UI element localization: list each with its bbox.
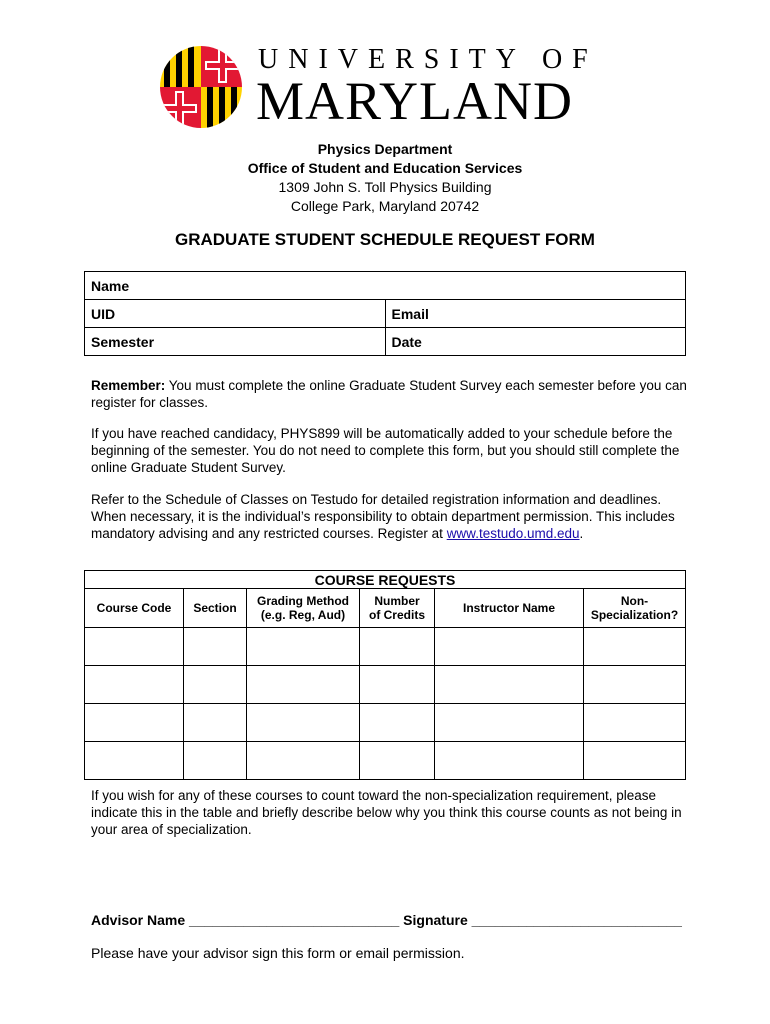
- cell-grading[interactable]: [247, 628, 360, 666]
- course-requests-table: [84, 570, 686, 780]
- department-header: [0, 140, 770, 216]
- cell-nonspec[interactable]: [584, 742, 686, 780]
- cell-course-code[interactable]: [85, 666, 184, 704]
- course-requests-caption: COURSE REQUESTS: [85, 571, 686, 589]
- logo-line-1: UNIVERSITY OF: [258, 44, 598, 75]
- grading-line-1: Grading Method: [257, 594, 349, 608]
- logo-line-2: MARYLAND: [256, 71, 574, 131]
- header-course-code: Course Code: [85, 589, 184, 628]
- remember-label: Remember:: [91, 378, 166, 393]
- cell-credits[interactable]: [360, 704, 435, 742]
- cell-credits[interactable]: [360, 628, 435, 666]
- table-row: [85, 628, 686, 666]
- cell-section[interactable]: [184, 666, 247, 704]
- grading-line-2: (e.g. Reg, Aud): [260, 608, 346, 622]
- advisor-name-label: Advisor Name: [91, 912, 186, 928]
- cell-instructor[interactable]: [435, 628, 584, 666]
- signature-line: [91, 912, 682, 928]
- student-info-table: [84, 271, 686, 356]
- uid-field[interactable]: UID: [85, 300, 386, 328]
- candidacy-paragraph: If you have reached candidacy, PHYS899 will be automatically added to your schedule before the beginning of the semester. You do not need to complete this form, but you should still complete the online Graduate Student Survey.: [91, 426, 680, 475]
- remember-text: You must complete the online Graduate Student Survey each semester before you can register for classes.: [91, 378, 687, 410]
- advisor-name-blank[interactable]: ___________________________: [189, 912, 400, 928]
- email-field[interactable]: Email: [385, 300, 686, 328]
- header-section: Section: [184, 589, 247, 628]
- cell-grading[interactable]: [247, 742, 360, 780]
- address-line-2: College Park, Maryland 20742: [290, 198, 480, 214]
- nonspec-line-1: Non-: [620, 594, 649, 608]
- signature-label: Signature: [403, 912, 468, 928]
- office-name: Office of Student and Education Services: [247, 160, 523, 176]
- department-name: Physics Department: [317, 141, 453, 157]
- university-logo: [158, 44, 618, 130]
- cell-course-code[interactable]: [85, 628, 184, 666]
- cell-credits[interactable]: [360, 742, 435, 780]
- name-field[interactable]: Name: [85, 272, 686, 300]
- cell-section[interactable]: [184, 704, 247, 742]
- header-credits: [360, 589, 435, 628]
- refer-text: Refer to the Schedule of Classes on Testudo for detailed registration information and deadlines. When necessary, it is the individual’s responsibility to obtain department permission. This includes mandatory advising and any restricted courses. Register at: [91, 492, 675, 541]
- cell-instructor[interactable]: [435, 742, 584, 780]
- header-instructor: Instructor Name: [435, 589, 584, 628]
- refer-end: .: [579, 526, 584, 541]
- header-non-specialization: [584, 589, 686, 628]
- table-row: [85, 704, 686, 742]
- address-line-1: 1309 John S. Toll Physics Building: [278, 179, 492, 195]
- cell-course-code[interactable]: [85, 704, 184, 742]
- signature-blank[interactable]: ___________________________: [471, 912, 682, 928]
- footer-note: Please have your advisor sign this form or email permission.: [91, 945, 465, 961]
- credits-line-1: Number: [374, 594, 420, 608]
- non-specialization-note: If you wish for any of these courses to count toward the non-specialization requirement, please indicate this in the table and briefly describe below why you think this course counts as not being in your area of specialization.: [91, 788, 682, 837]
- semester-field[interactable]: Semester: [85, 328, 386, 356]
- remember-paragraph: [91, 377, 691, 411]
- credits-line-2: of Credits: [368, 608, 425, 622]
- maryland-flag-seal-icon: [158, 44, 244, 130]
- testudo-link[interactable]: www.testudo.umd.edu: [446, 526, 580, 541]
- nonspec-line-2: Specialization?: [590, 608, 679, 622]
- cell-grading[interactable]: [247, 666, 360, 704]
- cell-credits[interactable]: [360, 666, 435, 704]
- cell-nonspec[interactable]: [584, 666, 686, 704]
- date-field[interactable]: Date: [385, 328, 686, 356]
- header-grading-method: [247, 589, 360, 628]
- cell-instructor[interactable]: [435, 704, 584, 742]
- cell-grading[interactable]: [247, 704, 360, 742]
- cell-course-code[interactable]: [85, 742, 184, 780]
- cell-instructor[interactable]: [435, 666, 584, 704]
- table-row: [85, 666, 686, 704]
- refer-paragraph: [91, 491, 691, 542]
- cell-section[interactable]: [184, 742, 247, 780]
- cell-section[interactable]: [184, 628, 247, 666]
- cell-nonspec[interactable]: [584, 628, 686, 666]
- form-title: GRADUATE STUDENT SCHEDULE REQUEST FORM: [175, 230, 595, 249]
- cell-nonspec[interactable]: [584, 704, 686, 742]
- table-row: [85, 742, 686, 780]
